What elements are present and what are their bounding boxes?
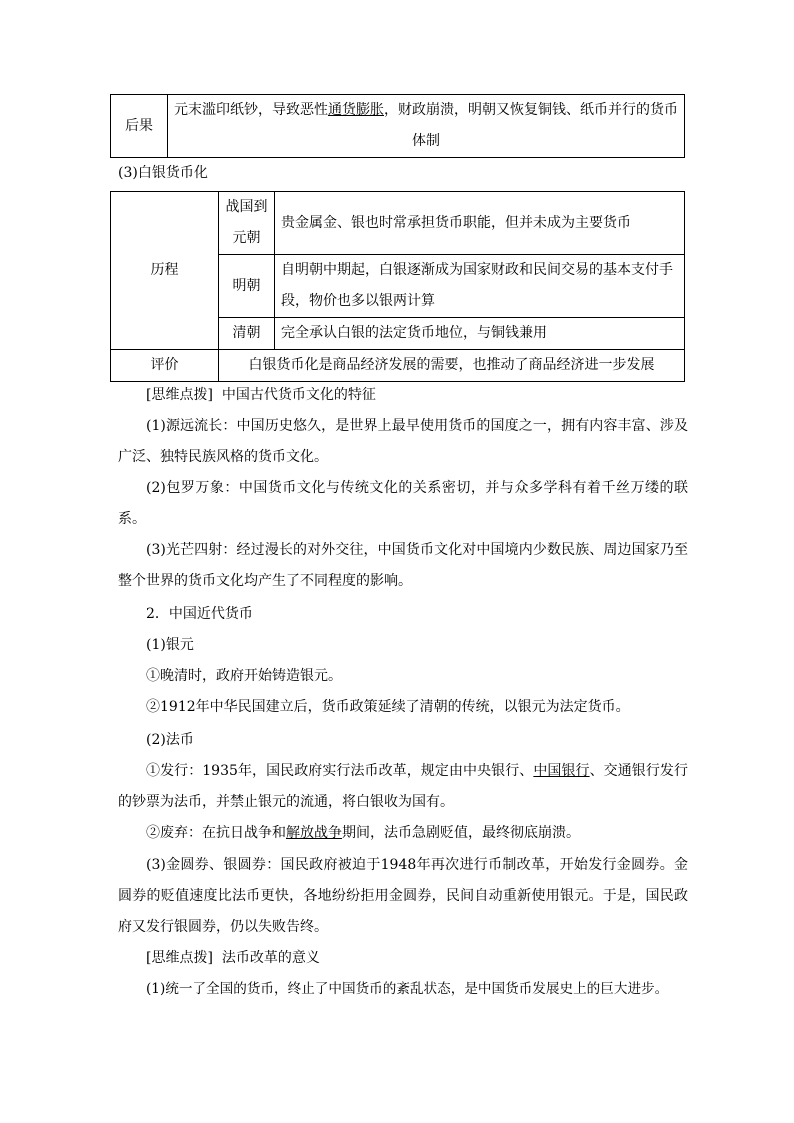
table-row [111,192,685,255]
period-text: 贵金属金、银也时常承担货币职能，但并未成为主要货币 [275,192,685,255]
period-cell: 明朝 [219,255,275,318]
thinking-tag: [思维点拨] [146,387,213,403]
fabi-title: (2)法币 [146,732,194,748]
bank-of-china-link[interactable]: 中国银行 [533,763,590,779]
thinking-heading [146,380,686,411]
paragraph: (3)金圆券、银圆券：国民政府被迫于1948年再次进行币制改革，开始发行金圆券。金圆券的贬值速度比法币更快，各地纷纷拒用金圆券，民间自动重新使用银元。于是，国民政府又发行银圆券，仍以失败告终。 [118,857,688,935]
evaluation-label: 评价 [111,350,219,382]
thinking-tag: [思维点拨] [146,950,213,966]
thinking-title: 中国古代货币文化的特征 [221,387,376,403]
paragraph: ②1912年中华民国建立后，货币政策延续了清朝的传统，以银元为法定货币。 [146,699,630,715]
paragraph: (1)统一了全国的货币，终止了中国货币的紊乱状态，是中国货币发展史上的巨大进步。 [146,981,669,997]
consequence-table [110,94,685,158]
section3-title: (3)白银货币化 [118,165,208,181]
text-segment: 元末滥印纸钞，导致恶性 [174,102,328,118]
consequence-content [168,95,685,158]
silver-title: (1)银元 [146,637,194,653]
thinking-heading [146,943,686,974]
paragraph [146,818,716,849]
text-segment: 、交通银行发行的钞票为法币，并禁止银元的流通，将白银收为国有。 [118,763,689,810]
silver-monetization-table [110,191,685,382]
table-row [111,95,685,158]
paragraph: (1)源远流长：中国历史悠久，是世界上最早使用货币的国度之一，拥有内容丰富、涉及广泛、独特民族风格的货币文化。 [118,418,688,465]
paragraph [118,756,688,818]
text-segment: ①发行：1935年，国民政府实行法币改革，规定由中央银行、 [146,763,534,779]
history-label: 历程 [111,192,219,350]
text-segment: ，财政崩溃，明朝又恢复铜钱、纸币并行的货币体制 [384,102,678,149]
consequence-label: 后果 [111,95,168,158]
paragraph: (3)光芒四射：经过漫长的对外交往，中国货币文化对中国境内少数民族、周边国家乃至整个世界的货币文化均产生了不同程度的影响。 [118,542,688,589]
period-cell: 清朝 [219,318,275,350]
paragraph: ①晚清时，政府开始铸造银元。 [146,668,342,684]
text-segment: ②废弃：在抗日战争和 [146,825,286,841]
inflation-link[interactable]: 通货膨胀 [328,102,384,118]
period-text: 自明朝中期起，白银逐渐成为国家财政和民间交易的基本支付手段，物价也多以银两计算 [275,255,685,318]
table-row [111,350,685,382]
period-cell: 战国到元朝 [219,192,275,255]
text-segment: 期间，法币急剧贬值，最终彻底崩溃。 [342,825,580,841]
evaluation-text: 白银货币化是商品经济发展的需要，也推动了商品经济进一步发展 [219,350,685,382]
liberation-war-link[interactable]: 解放战争 [286,825,342,841]
thinking-title: 法币改革的意义 [221,950,320,966]
paragraph: (2)包罗万象：中国货币文化与传统文化的关系密切，并与众多学科有着千丝万缕的联系。 [118,480,688,527]
period-text: 完全承认白银的法定货币地位，与铜钱兼用 [275,318,685,350]
section2-title: 2．中国近代货币 [146,606,253,622]
